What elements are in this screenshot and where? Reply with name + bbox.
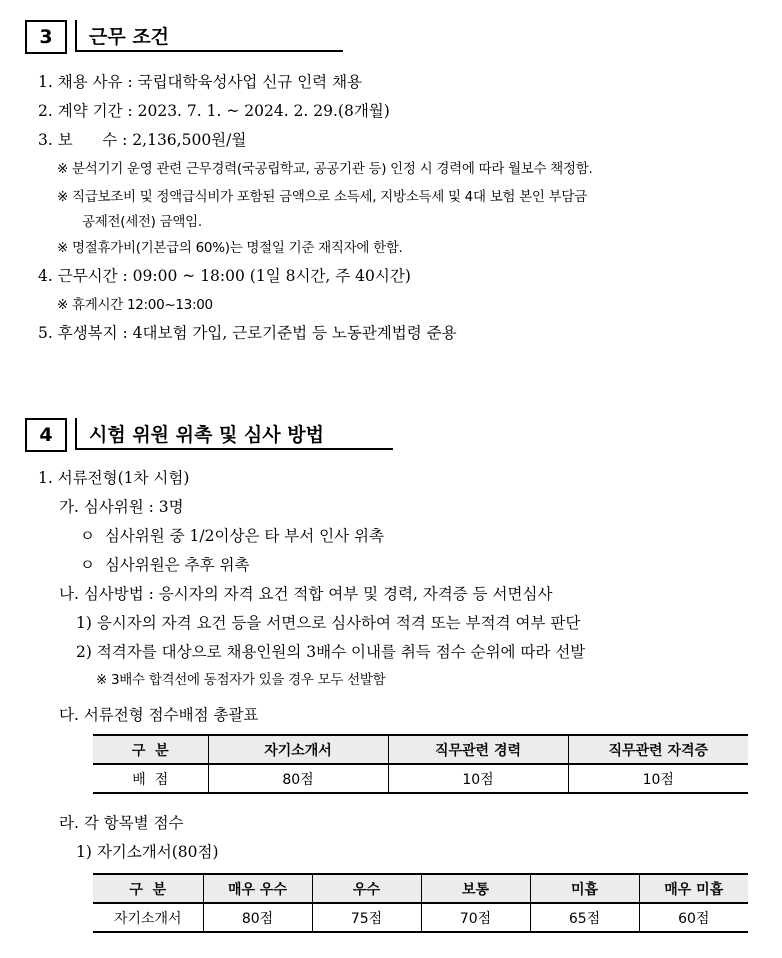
score-summary-table — [93, 734, 748, 794]
section-4-number: 4 — [25, 418, 67, 452]
table-cell: 70점 — [421, 903, 530, 932]
table-cell: 10점 — [568, 764, 748, 793]
self-intro-score-table — [93, 873, 748, 933]
score-summary-heading: 다. 서류전형 점수배점 총괄표 — [59, 706, 259, 724]
welfare: 5. 후생복지 : 4대보험 가입, 근로기준법 등 노동관계법령 준용 — [38, 324, 457, 342]
pay-note-1: ※ 분석기기 운영 관련 근무경력(국공립학교, 공공기관 등) 인정 시 경력에 따라 월보수 책정함. — [57, 161, 593, 177]
table-header-row — [93, 874, 748, 903]
self-intro-heading: 1) 자기소개서(80점) — [76, 843, 219, 861]
table-header-row — [93, 735, 748, 764]
table-header-cell: 직무관련 자격증 — [568, 735, 748, 764]
reviewers-item-1: ㅇ 심사위원 중 1/2이상은 타 부서 인사 위촉 — [80, 527, 384, 545]
table-cell: 80점 — [203, 903, 312, 932]
review-method: 나. 심사방법 : 응시자의 자격 요건 적합 여부 및 경력, 자격증 등 서면심사 — [59, 585, 553, 603]
table-cell: 배 점 — [93, 764, 208, 793]
table-cell: 10점 — [388, 764, 568, 793]
item-scores-heading: 라. 각 항목별 점수 — [59, 814, 184, 832]
section-3-title: 근무 조건 — [75, 20, 343, 52]
break-note: ※ 휴게시간 12:00~13:00 — [57, 297, 213, 313]
document-screening-heading: 1. 서류전형(1차 시험) — [38, 469, 190, 487]
table-cell: 80점 — [208, 764, 388, 793]
table-header-cell: 미흡 — [530, 874, 639, 903]
salary: 3. 보 수 : 2,136,500원/월 — [38, 131, 247, 149]
contract-period: 2. 계약 기간 : 2023. 7. 1. ~ 2024. 2. 29.(8개월) — [38, 102, 390, 120]
employment-reason: 1. 채용 사유 : 국립대학육성사업 신규 인력 채용 — [38, 73, 363, 91]
table-header-cell: 구 분 — [93, 874, 203, 903]
table-row — [93, 764, 748, 793]
table-cell: 65점 — [530, 903, 639, 932]
pay-note-3: ※ 명절휴가비(기본급의 60%)는 명절일 기준 재직자에 한함. — [57, 240, 403, 256]
table-header-cell: 보통 — [421, 874, 530, 903]
table-cell: 60점 — [639, 903, 748, 932]
pay-note-2-cont: 공제전(세전) 금액임. — [82, 214, 202, 230]
review-method-item-2: 2) 적격자를 대상으로 채용인원의 3배수 이내를 취득 점수 순위에 따라 선발 — [76, 643, 586, 661]
table-header-cell: 직무관련 경력 — [388, 735, 568, 764]
table-header-cell: 자기소개서 — [208, 735, 388, 764]
section-4-header — [25, 418, 395, 450]
reviewers-count: 가. 심사위원 : 3명 — [59, 498, 184, 516]
table-header-cell: 매우 미흡 — [639, 874, 748, 903]
review-method-item-1: 1) 응시자의 자격 요건 등을 서면으로 심사하여 적격 또는 부적격 여부 판단 — [76, 614, 581, 632]
section-3-number: 3 — [25, 20, 67, 54]
table-row — [93, 903, 748, 932]
table-header-cell: 우수 — [312, 874, 421, 903]
reviewers-item-2: ㅇ 심사위원은 추후 위촉 — [80, 556, 250, 574]
pay-note-2: ※ 직급보조비 및 정액급식비가 포함된 금액으로 소득세, 지방소득세 및 4대 보험 본인 부담금 — [57, 189, 587, 205]
section-3-header — [25, 20, 345, 52]
table-header-cell: 구 분 — [93, 735, 208, 764]
table-cell: 75점 — [312, 903, 421, 932]
tie-note: ※ 3배수 합격선에 동점자가 있을 경우 모두 선발함 — [96, 672, 386, 688]
table-cell: 자기소개서 — [93, 903, 203, 932]
table-header-cell: 매우 우수 — [203, 874, 312, 903]
section-4-title: 시험 위원 위촉 및 심사 방법 — [75, 418, 393, 450]
work-hours: 4. 근무시간 : 09:00 ~ 18:00 (1일 8시간, 주 40시간) — [38, 267, 411, 285]
